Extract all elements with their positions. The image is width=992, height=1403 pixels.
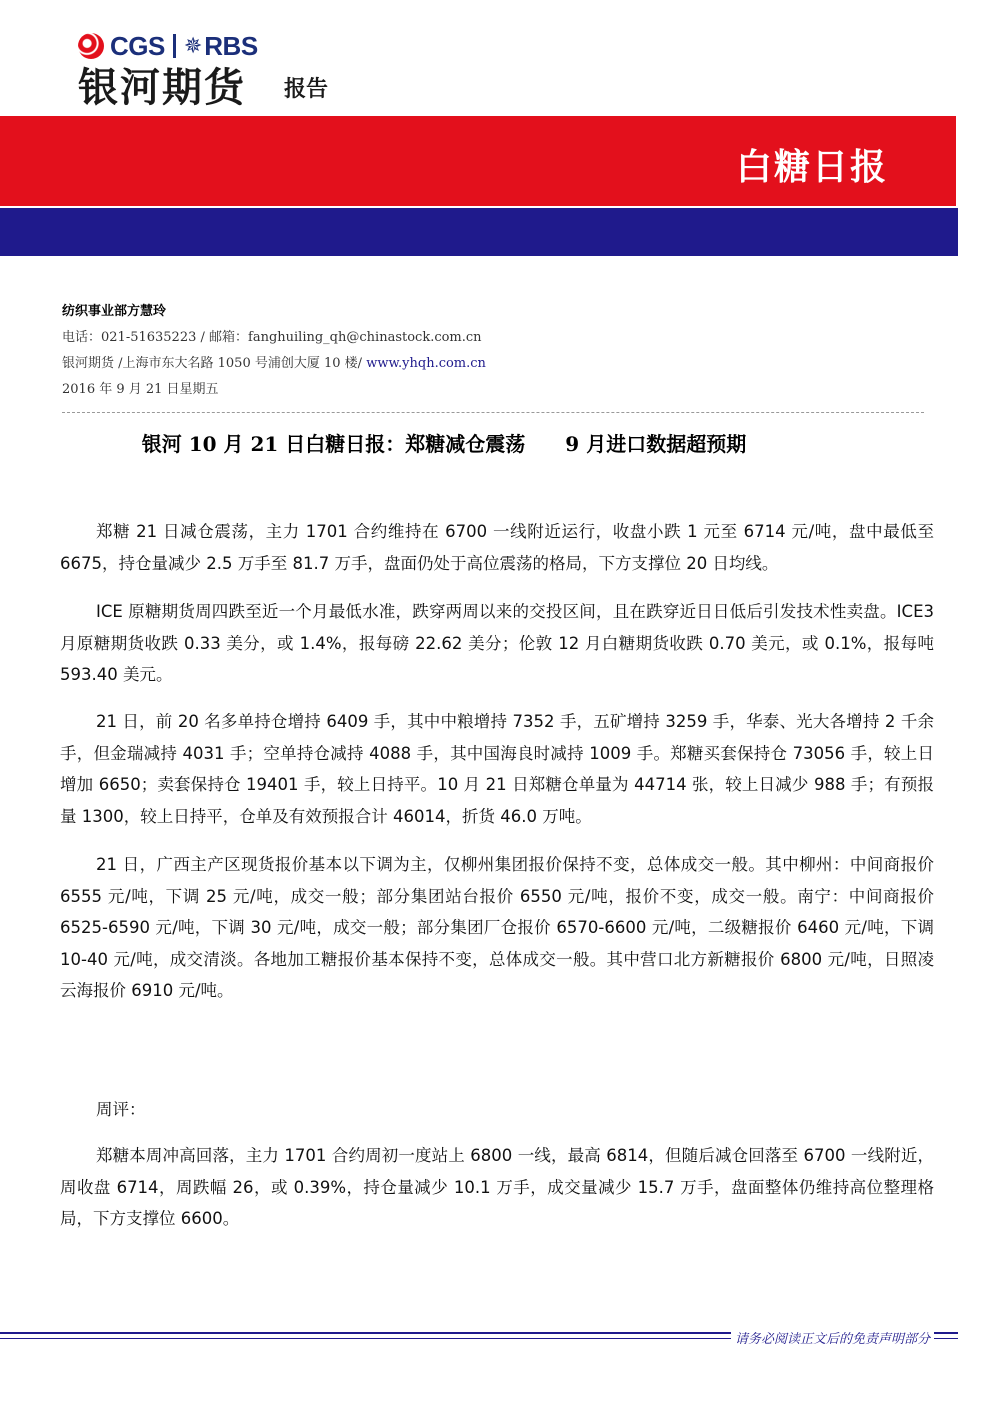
- contact-line: 电话：021-51635223 / 邮箱：fanghuiling_qh@chinastock.com.cn: [62, 330, 482, 345]
- brand-name: 银河期货: [78, 65, 246, 111]
- author-name: 纺织事业部方慧玲: [62, 304, 167, 319]
- logo-rbs-text: RBS: [204, 30, 258, 61]
- header-divider: [62, 412, 924, 413]
- cgs-swirl-icon: [78, 33, 104, 59]
- weekly-review-text: 郑糖本周冲高回落，主力 1701 合约周初一度站上 6800 一线，最高 6814，但随后减仓回落至 6700 一线附近，周收盘 6714，周跌幅 26，或 0.39%，持仓量减少 10.1 万手，成交量减少 15.7 万手，盘面整体仍维持高位整理格局，下方支撑位 6600。: [60, 1146, 934, 1228]
- cgs-rbs-logo: [78, 30, 258, 62]
- paragraph-2: ICE 原糖期货周四跌至近一个月最低水准，跌穿两周以来的交投区间，且在跌穿近日日低后引发技术性卖盘。ICE3 月原糖期货收跌 0.33 美分，或 1.4%，报每磅 22.62 美分；伦敦 12 月白糖期货收跌 0.70 美元，或 0.1%，报每吨 593.40 美元。: [60, 602, 934, 684]
- address-line: [62, 354, 486, 374]
- weekly-review-label: 周评：: [96, 1100, 146, 1119]
- rbs-star-icon: ✵: [183, 33, 203, 59]
- report-type-title: 白糖日报: [735, 147, 888, 188]
- website-link[interactable]: www.yhqh.com.cn: [366, 356, 486, 371]
- disclaimer-note: 请务必阅读正文后的免责声明部分: [731, 1330, 934, 1350]
- logo-cgs-text: CGS: [110, 30, 165, 61]
- report-headline: 银河 10 月 21 日白糖日报：郑糖减仓震荡 9 月进口数据超预期: [141, 432, 747, 456]
- banner-stripe: [0, 208, 958, 256]
- logo-divider: [173, 34, 176, 58]
- brand-suffix: 报告: [284, 77, 329, 102]
- report-date: 2016 年 9 月 21 日星期五: [62, 382, 219, 397]
- paragraph-4: 21 日，广西主产区现货报价基本以下调为主，仅柳州集团报价保持不变，总体成交一般。其中柳州：中间商报价 6555 元/吨，下调 25 元/吨，成交一般；部分集团站台报价 6550 元/吨，报价不变，成交一般。南宁：中间商报价 6525-6590 元/吨，下调 30 元/吨，成交一般；部分集团厂仓报价 6570-6600 元/吨，二级糖报价 6460 元/吨，下调 10-40 元/吨，成交清淡。各地加工糖报价基本保持不变，总体成交一般。其中营口北方新糖报价 6800 元/吨，日照凌云海报价 6910 元/吨。: [60, 855, 934, 1000]
- paragraph-1: 郑糖 21 日减仓震荡，主力 1701 合约维持在 6700 一线附近运行，收盘小跌 1 元至 6714 元/吨，盘中最低至 6675，持仓量减少 2.5 万手至 81.7 万手，盘面仍处于高位震荡的格局，下方支撑位 20 日均线。: [60, 522, 934, 573]
- report-banner: [0, 116, 956, 206]
- address-text: 银河期货 /上海市东大名路 1050 号浦创大厦 10 楼/: [62, 356, 367, 371]
- paragraph-3: 21 日，前 20 名多单持仓增持 6409 手，其中中粮增持 7352 手，五矿增持 3259 手，华泰、光大各增持 2 千余手，但金瑞减持 4031 手；空单持仓减持 4088 手，其中国海良时减持 1009 手。郑糖买套保持仓 73056 手，较上日增加 6650；卖套保持仓 19401 手，较上日持平。10 月 21 日郑糖仓单量为 44714 张，较上日减少 988 手；有预报量 1300，较上日持平，仓单及有效预报合计 46014，折货 46.0 万吨。: [60, 712, 934, 826]
